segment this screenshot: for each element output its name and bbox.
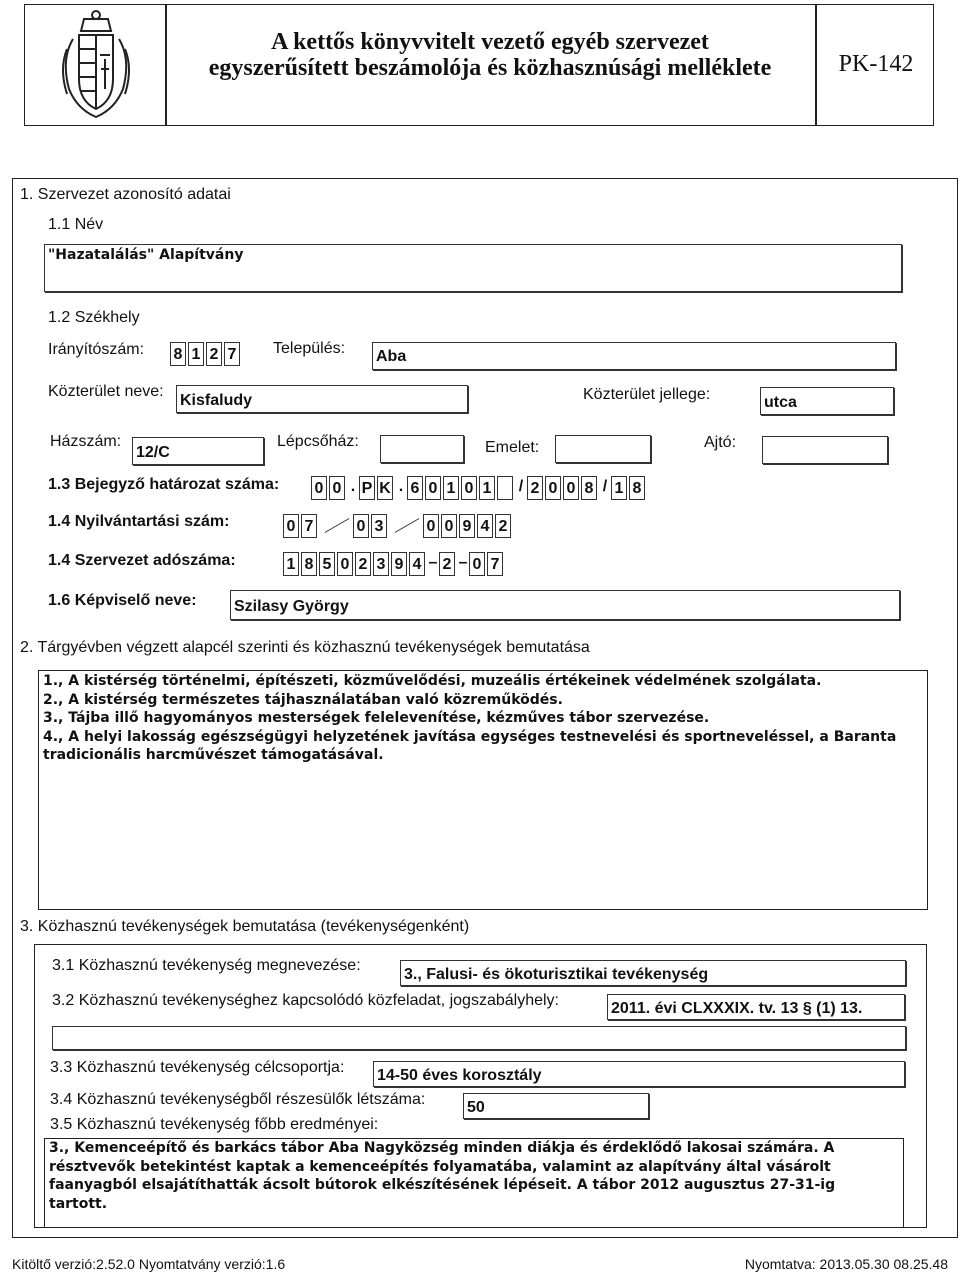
activity-line: 1., A kistérség történelmi, építészeti, közművelődési, muzeális értékeinek védelmének szolgálata. bbox=[43, 673, 822, 689]
street-type-label: Közterület jellege: bbox=[583, 386, 711, 403]
form-title-line1: A kettős könyvvitelt vezető egyéb szervezet bbox=[271, 29, 709, 55]
digit-cell[interactable]: 2 bbox=[495, 514, 511, 538]
footer-version: Kitöltő verzió:2.52.0 Nyomtatvány verzió:1.6 bbox=[12, 1256, 286, 1272]
floor-field[interactable] bbox=[555, 435, 651, 463]
digit-cell[interactable]: 0 bbox=[441, 514, 457, 538]
record-number-field[interactable] bbox=[283, 514, 513, 538]
dash-separator: – bbox=[458, 554, 468, 571]
dot-separator: . bbox=[398, 478, 404, 495]
representative-field[interactable]: Szilasy György bbox=[230, 590, 900, 620]
digit-cell[interactable]: P bbox=[359, 476, 375, 500]
digit-cell[interactable]: 8 bbox=[170, 342, 186, 366]
digit-cell[interactable]: 8 bbox=[301, 552, 317, 576]
name-field[interactable]: "Hazatalálás" Alapítvány bbox=[44, 244, 902, 292]
city-field[interactable]: Aba bbox=[372, 342, 896, 370]
slash-divider bbox=[319, 514, 353, 538]
form-header bbox=[24, 4, 934, 126]
digit-cell[interactable]: 2 bbox=[206, 342, 222, 366]
result-line: faanyagból elsajátíthatták ácsolt bútorok elkészítésének lépéseit. A tábor 2012 augusztus 27-31-ig bbox=[49, 1177, 836, 1193]
digit-cell[interactable]: 5 bbox=[319, 552, 335, 576]
section2-heading: 2. Tárgyévben végzett alapcél szerinti és közhasznú tevékenységek bemutatása bbox=[20, 639, 590, 656]
street-field[interactable]: Kisfaludy bbox=[176, 385, 468, 413]
activity-line: 2., A kistérség természetes tájhasználatában való közreműködés. bbox=[43, 691, 563, 708]
house-number-field[interactable]: 12/C bbox=[132, 437, 264, 465]
digit-cell[interactable]: 0 bbox=[423, 514, 439, 538]
digit-cell[interactable]: 3 bbox=[371, 514, 387, 538]
public-task-field[interactable]: 2011. évi CLXXXIX. tv. 13 § (1) 13. bbox=[607, 994, 905, 1020]
seat-label: 1.2 Székhely bbox=[48, 309, 140, 326]
activity-name-field[interactable]: 3., Falusi- és ökoturisztikai tevékenység bbox=[400, 960, 906, 986]
activity-name-label: 3.1 Közhasznú tevékenység megnevezése: bbox=[52, 957, 361, 974]
digit-cell[interactable]: 4 bbox=[477, 514, 493, 538]
beneficiaries-count-label: 3.4 Közhasznú tevékenységből részesülők létszáma: bbox=[50, 1091, 426, 1108]
digit-cell[interactable]: 9 bbox=[459, 514, 475, 538]
digit-cell[interactable]: K bbox=[377, 476, 393, 500]
digit-cell[interactable]: 4 bbox=[409, 552, 425, 576]
form-title-line2: egyszerűsített beszámolója és közhasznúsági melléklete bbox=[208, 55, 772, 81]
activity-line: 4., A helyi lakosság egészségügyi helyzetének javítása egységes testnevelési és sportneveléssel, a Baranta bbox=[43, 728, 897, 745]
zip-label: Irányítószám: bbox=[48, 341, 145, 358]
form-code: PK-142 bbox=[838, 51, 914, 77]
registration-decision-label: 1.3 Bejegyző határozat száma: bbox=[48, 476, 280, 493]
zip-code-field[interactable] bbox=[170, 342, 242, 366]
public-task-field-continued[interactable] bbox=[52, 1026, 906, 1050]
digit-cell[interactable]: 2 bbox=[439, 552, 455, 576]
result-line: tartott. bbox=[49, 1195, 108, 1212]
slash-divider bbox=[389, 514, 423, 538]
city-label: Település: bbox=[273, 340, 346, 357]
floor-label: Emelet: bbox=[485, 439, 540, 456]
activities-textarea[interactable] bbox=[38, 670, 928, 910]
digit-cell[interactable]: 8 bbox=[581, 476, 597, 500]
digit-cell[interactable]: 7 bbox=[487, 552, 503, 576]
header-divider bbox=[165, 4, 167, 126]
house-number-label: Házszám: bbox=[50, 433, 122, 450]
digit-cell[interactable]: 9 bbox=[391, 552, 407, 576]
result-line: résztvevők betekintést kaptak a kemenceépítés folyamatába, valamint az alapítvány által vásárolt bbox=[49, 1158, 831, 1175]
digit-cell[interactable] bbox=[497, 476, 513, 500]
section1-heading: 1. Szervezet azonosító adatai bbox=[20, 186, 231, 203]
digit-cell[interactable]: 1 bbox=[188, 342, 204, 366]
result-line: 3., Kemenceépítő és barkács tábor Aba Nagyközség minden diákja és érdeklődő lakosai számára. A bbox=[49, 1140, 835, 1156]
digit-cell[interactable]: 6 bbox=[407, 476, 423, 500]
door-label: Ajtó: bbox=[704, 434, 737, 451]
form-title bbox=[175, 29, 805, 81]
name-label: 1.1 Név bbox=[48, 216, 104, 233]
activity-line: tradicionális harcművészet támogatásával. bbox=[43, 747, 384, 763]
public-task-label: 3.2 Közhasznú tevékenységhez kapcsolódó közfeladat, jogszabályhely: bbox=[52, 992, 559, 1009]
digit-cell[interactable]: 0 bbox=[311, 476, 327, 500]
digit-cell[interactable]: 1 bbox=[443, 476, 459, 500]
digit-cell[interactable]: 3 bbox=[373, 552, 389, 576]
digit-cell[interactable]: 1 bbox=[611, 476, 627, 500]
digit-cell[interactable]: 0 bbox=[461, 476, 477, 500]
street-type-field[interactable]: utca bbox=[760, 387, 894, 415]
digit-cell[interactable]: 0 bbox=[329, 476, 345, 500]
digit-cell[interactable]: 0 bbox=[563, 476, 579, 500]
registration-decision-field[interactable] bbox=[311, 476, 647, 500]
main-results-textarea[interactable] bbox=[44, 1138, 904, 1228]
tax-number-field[interactable] bbox=[283, 552, 505, 576]
street-label: Közterület neve: bbox=[48, 383, 164, 400]
dash-separator: – bbox=[428, 554, 438, 571]
stairway-field[interactable] bbox=[380, 435, 464, 463]
target-group-label: 3.3 Közhasznú tevékenység célcsoportja: bbox=[50, 1059, 345, 1076]
tax-number-label: 1.4 Szervezet adószáma: bbox=[48, 552, 236, 569]
digit-cell[interactable]: 2 bbox=[527, 476, 543, 500]
digit-cell[interactable]: 7 bbox=[301, 514, 317, 538]
digit-cell[interactable]: 7 bbox=[224, 342, 240, 366]
slash-separator: / bbox=[518, 478, 524, 495]
digit-cell[interactable]: 0 bbox=[469, 552, 485, 576]
footer-printed-date: Nyomtatva: 2013.05.30 08.25.48 bbox=[744, 1256, 948, 1272]
digit-cell[interactable]: 1 bbox=[283, 552, 299, 576]
slash-separator: / bbox=[602, 478, 608, 495]
digit-cell[interactable]: 0 bbox=[545, 476, 561, 500]
digit-cell[interactable]: 1 bbox=[479, 476, 495, 500]
digit-cell[interactable]: 8 bbox=[629, 476, 645, 500]
representative-label: 1.6 Képviselő neve: bbox=[48, 592, 197, 609]
digit-cell[interactable]: 2 bbox=[355, 552, 371, 576]
beneficiaries-count-field[interactable]: 50 bbox=[463, 1093, 649, 1119]
stairway-label: Lépcsőház: bbox=[277, 433, 359, 450]
door-field[interactable] bbox=[762, 436, 888, 464]
digit-cell[interactable]: 0 bbox=[425, 476, 441, 500]
target-group-field[interactable]: 14-50 éves korosztály bbox=[373, 1061, 905, 1087]
main-results-label: 3.5 Közhasznú tevékenység főbb eredményei: bbox=[50, 1116, 379, 1133]
digit-cell[interactable]: 0 bbox=[337, 552, 353, 576]
section3-heading: 3. Közhasznú tevékenységek bemutatása (tevékenységenként) bbox=[20, 918, 470, 935]
dot-separator: . bbox=[350, 478, 356, 495]
coat-of-arms-icon bbox=[51, 9, 141, 121]
digit-cell[interactable]: 0 bbox=[353, 514, 369, 538]
record-number-label: 1.4 Nyilvántartási szám: bbox=[48, 513, 230, 530]
activity-line: 3., Tájba illő hagyományos mesterségek felelevenítése, kézműves tábor szervezése. bbox=[43, 710, 710, 726]
digit-cell[interactable]: 0 bbox=[283, 514, 299, 538]
